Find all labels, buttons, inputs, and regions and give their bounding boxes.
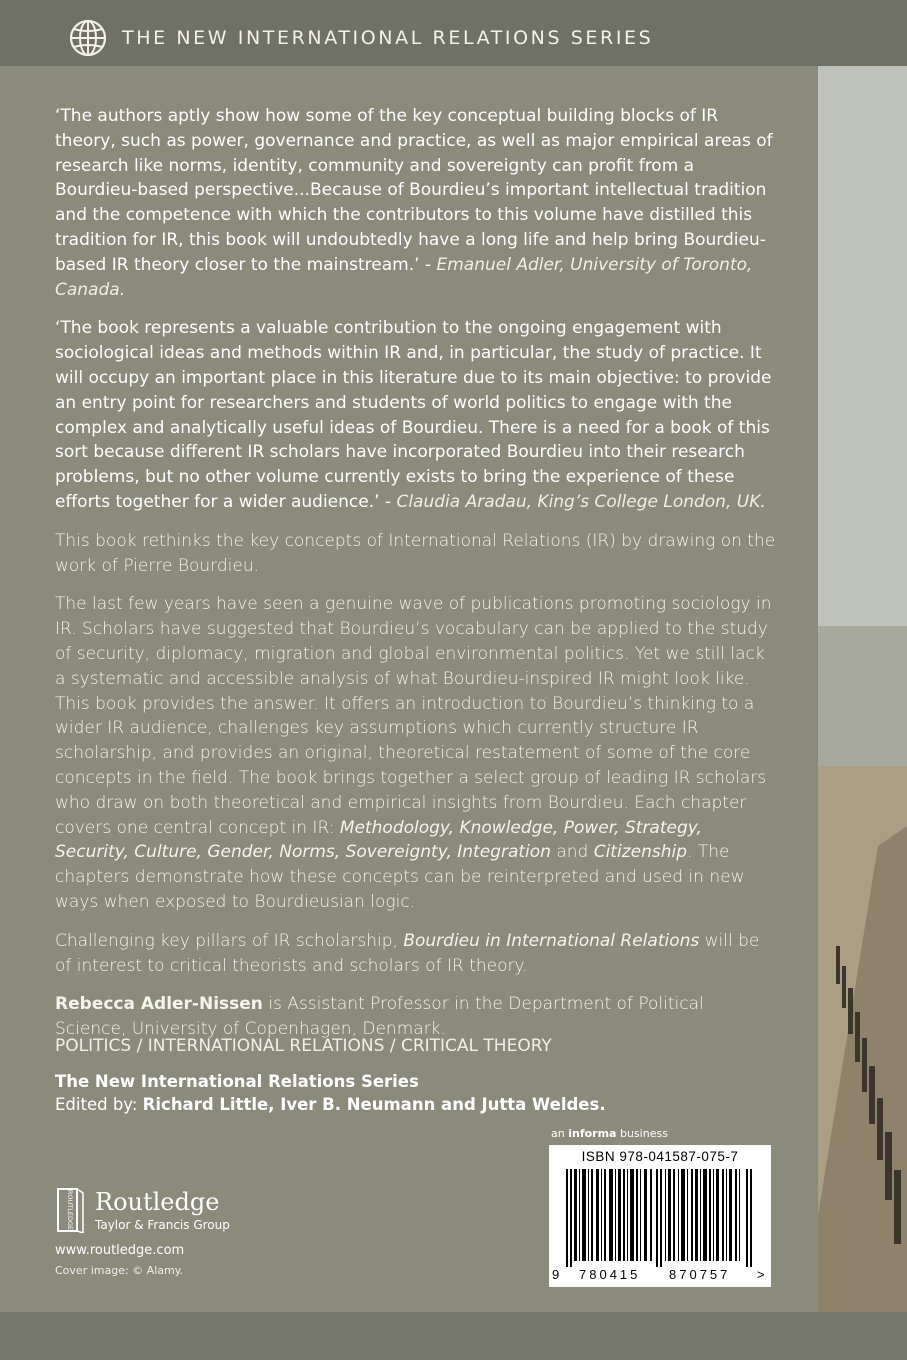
routledge-logo-icon (55, 1187, 85, 1233)
description-text: The last few years have seen a genuine wave of publications promoting sociology in IR. Scholars have suggested that Bourdieu’s vocabulary can be applied to the study of security, diplomacy, migration and global environmental politics. Yet we still lack a systematic and accessible analysis of what Bourdieu-inspired IR might look like. This book provides the answer. It offers an introduction to Bourdieu’s thinking to a wider IR audience, challenges key assumptions which currently structure IR scholarship, and provides an original, theoretical restatement of some of the core concepts in the field. The book brings together a select group of leading IR scholars who draw on both theoretical and empirical insights from Bourdieu. Each chapter covers one central concept in IR: (55, 594, 772, 838)
informa-brand: informa (568, 1127, 617, 1140)
description-text: . The chapters demonstrate how these concepts can be reinterpreted and used in new ways when exposed to Bourdieusian logic. (55, 842, 745, 912)
publisher-url[interactable]: www.routledge.com (55, 1243, 185, 1258)
isbn-barcode (549, 1145, 771, 1287)
back-cover-text (55, 104, 780, 1056)
editor-bio (55, 992, 780, 1042)
bottom-bar (0, 1312, 907, 1360)
publisher-name: Routledge (95, 1188, 220, 1216)
barcode-end-mark: > (757, 1267, 765, 1282)
cover-photo-strip (818, 66, 907, 1312)
quote-text: ‘The book represents a valuable contribution to the ongoing engagement with sociological ideas and methods within IR and, in particular, the study of practice. It will occupy an important place in this literature due to its main objective: to provide an entry point for researchers and students of world politics to engage with the complex and analytically useful ideas of Bourdieu. There is a need for a book of this sort because different IR scholars have incorporated Bourdieu into their research problems, but no other volume currently exists to bring the experience of these efforts together for a wider audience.’ - (55, 318, 772, 512)
isbn-number: ISBN 978-041587-075-7 (581, 1149, 739, 1164)
cover-image-credit: Cover image: © Alamy. (55, 1264, 184, 1277)
description-text: Challenging key pillars of IR scholarship, (55, 930, 404, 951)
editor-bio-text: is Assistant Professor in the Department of Political Science, University of Copenhagen, Denmark. (55, 994, 704, 1040)
editor-name: Rebecca Adler-Nissen (55, 994, 263, 1015)
quote-attribution: Emanuel Adler, University of Toronto, Canada. (55, 254, 753, 300)
description-text: will be of interest to critical theorists and scholars of IR theory. (55, 930, 760, 976)
logo-vertical-text: ROUTLEDGE (66, 1189, 74, 1231)
barcode-digits: 870757 (669, 1267, 731, 1282)
description-intro: This book rethinks the key concepts of International Relations (IR) by drawing on the work of Pierre Bourdieu. (55, 530, 776, 576)
barcode-bars (562, 1169, 758, 1267)
tagline-text: an (551, 1127, 569, 1140)
endorsement-quote (55, 316, 780, 514)
quote-attribution: Claudia Aradau, King’s College London, UK. (396, 491, 766, 512)
barcode-digit: 9 (552, 1267, 560, 1282)
publisher-group: Taylor & Francis Group (95, 1218, 230, 1232)
endorsement-quote (55, 104, 780, 302)
series-editors (55, 1093, 606, 1116)
description-text: and (550, 842, 594, 863)
barcode-digits: 780415 (579, 1267, 641, 1282)
series-info (55, 1070, 606, 1116)
informa-tagline (551, 1127, 668, 1140)
concept-list: Methodology, Knowledge, Power, Strategy, Security, Culture, Gender, Norms, Sovereignty, Integration (55, 817, 702, 863)
book-title: Bourdieu in International Relations (403, 930, 700, 951)
series-title: THE NEW INTERNATIONAL RELATIONS SERIES (122, 27, 654, 49)
editor-names: Richard Little, Iver B. Neumann and Jutta Weldes. (142, 1095, 606, 1114)
subject-category: POLITICS / INTERNATIONAL RELATIONS / CRITICAL THEORY (55, 1036, 552, 1056)
quote-text: ‘The authors aptly show how some of the key conceptual building blocks of IR theory, such as power, governance and practice, as well as major empirical areas of research like norms, identity, community and sovereignty can profit from a Bourdieu-based perspective...Because of Bourdieu’s important intellectual tradition and the competence with which the contributors to this volume have distilled this tradition for IR, this book will undoubtedly have a long life and help bring Bourdieu-based IR theory closer to the mainstream.’ - (55, 106, 773, 275)
tagline-text: business (616, 1127, 668, 1140)
description-closing (55, 929, 780, 979)
series-name: The New International Relations Series (55, 1072, 419, 1091)
concept-list: Citizenship (593, 842, 688, 863)
globe-icon (68, 18, 108, 58)
description-body (55, 592, 780, 914)
series-header-bar (0, 0, 907, 66)
edited-by-label: Edited by: (55, 1095, 143, 1114)
